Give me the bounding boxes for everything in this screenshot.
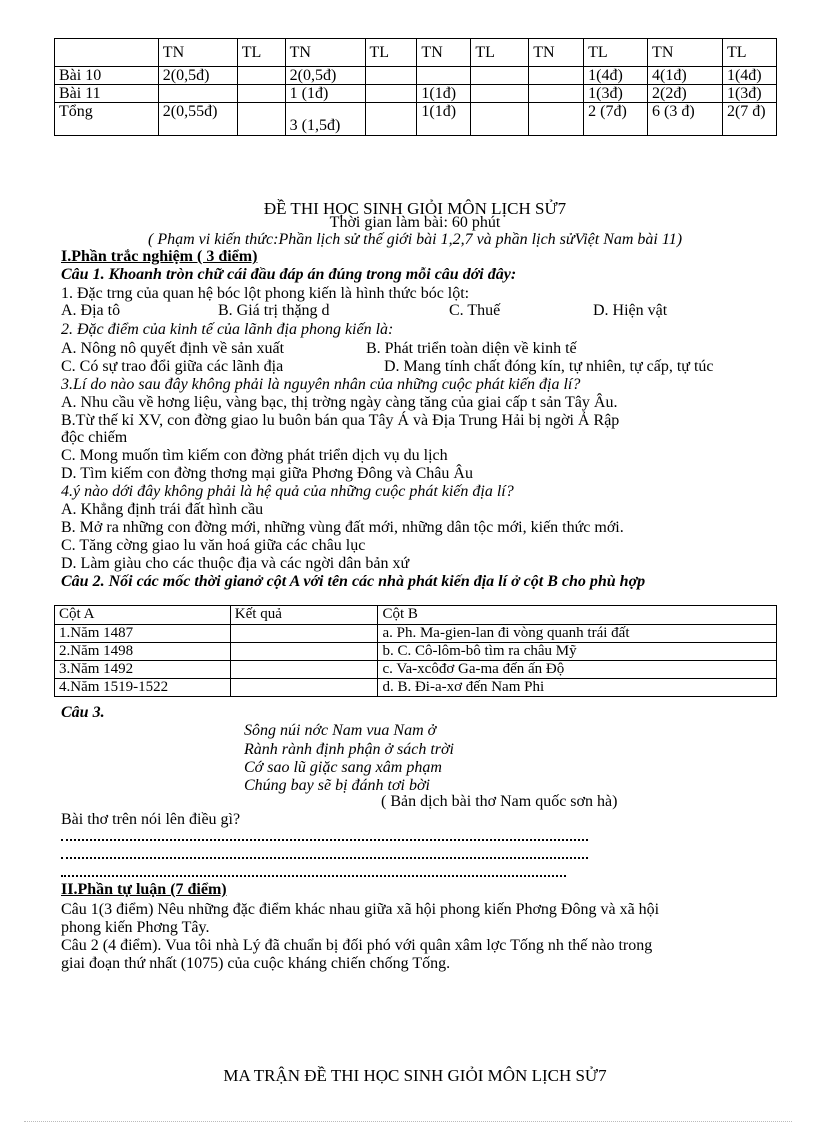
match-cell-b: a. Ph. Ma-gien-lan đi vòng quanh trái đất: [378, 625, 777, 643]
page-bottom-divider: [24, 1121, 792, 1122]
matrix-row: [55, 85, 777, 103]
matrix-cell: 1(4đ): [722, 67, 776, 85]
essay-q1-cont: phong kiến Phơng Tây.: [61, 919, 210, 936]
match-cell-b: c. Va-xcôđơ Ga-ma đến ấn Độ: [378, 661, 777, 679]
matrix-cell: 3 (1,5đ): [285, 103, 365, 136]
essay-q2: Câu 2 (4 điểm). Vua tôi nhà Lý đã chuẩn bị đối phó với quân xâm lợc Tống nh thế nào trong: [61, 937, 653, 954]
part2-heading: II.Phần tự luận (7 điểm): [61, 881, 227, 898]
q3-prompt: Bài thơ trên nói lên điều gì?: [61, 811, 241, 828]
match-cell-result: [230, 625, 378, 643]
q1-1-option-d: D. Hiện vật: [593, 302, 668, 319]
q1-2-option-d: D. Mang tính chất đóng kín, tự nhiên, tự cấp, tự túc: [384, 358, 714, 375]
matrix-cell: [237, 67, 285, 85]
match-header-row: [55, 606, 777, 625]
match-cell-result: [230, 679, 378, 697]
q1-3-option-b: B.Từ thế kỉ XV, con đờng giao lu buôn bán qua Tây Á và Địa Trung Hải bị ngời Ả Rập: [61, 412, 620, 429]
q1-4-option-a: A. Khẳng định trái đất hình cầu: [61, 501, 264, 518]
matrix-cell: 1(3đ): [722, 85, 776, 103]
matrix-total-row: [55, 103, 777, 136]
q1-3-option-d: D. Tìm kiếm con đờng thơng mại giữa Phơng Đông và Châu Âu: [61, 465, 473, 482]
answer-line[interactable]: [61, 857, 588, 859]
match-header-cell: Cột B: [378, 606, 777, 625]
poem-line: Sông núi nớc Nam vua Nam ở: [244, 722, 437, 739]
matrix-cell: [529, 85, 584, 103]
match-cell-result: [230, 661, 378, 679]
match-row: [55, 643, 777, 661]
matrix-cell: [365, 67, 417, 85]
matrix-header-cell: [55, 39, 159, 67]
match-cell-b: d. B. Đi-a-xơ đến Nam Phi: [378, 679, 777, 697]
exam-title: ĐỀ THI HỌC SINH GIỎI MÔN LỊCH SỬ7: [263, 199, 567, 218]
exam-scope: ( Phạm vi kiến thức:Phần lịch sử thế giới bài 1,2,7 và phần lịch sửViệt Nam bài 11): [147, 231, 683, 248]
q3-heading: Câu 3.: [61, 704, 105, 721]
match-cell-b: b. C. Cô-lôm-bô tìm ra châu Mỹ: [378, 643, 777, 661]
q1-1-option-b: B. Giá trị thặng d: [218, 302, 330, 319]
match-row: [55, 679, 777, 697]
matrix-cell: [365, 103, 417, 136]
matrix-cell: 1(1đ): [417, 103, 471, 136]
q1-4-option-d: D. Làm giàu cho các thuộc địa và các ngời dân bản xứ: [61, 555, 410, 572]
matrix-cell: [237, 103, 285, 136]
poem-line: Rành rành định phận ở sách trời: [244, 741, 454, 758]
match-cell-a: 2.Năm 1498: [55, 643, 231, 661]
match-cell-a: 3.Năm 1492: [55, 661, 231, 679]
matrix-cell: Bài 10: [55, 67, 159, 85]
match-header-cell: Kết quả: [230, 606, 378, 625]
matrix-cell: 4(1đ): [648, 67, 723, 85]
matrix-cell: 6 (3 đ): [648, 103, 723, 136]
matrix-cell: 2(2đ): [648, 85, 723, 103]
matrix-cell: [417, 67, 471, 85]
essay-q1: Câu 1(3 điểm) Nêu những đặc điểm khác nhau giữa xã hội phong kiến Phơng Đông và xã hội: [61, 901, 660, 918]
q1-1-option-c: C. Thuế: [449, 302, 501, 319]
matrix-cell: 2(0,5đ): [285, 67, 365, 85]
matrix-cell: 2(0,55đ): [158, 103, 237, 136]
matrix-header-cell: TN: [529, 39, 584, 67]
q1-heading: Câu 1. Khoanh tròn chữ cái đầu đáp án đúng trong mỗi câu dới đây:: [61, 266, 517, 283]
part1-heading: I.Phần trắc nghiệm ( 3 điểm): [61, 248, 258, 265]
score-matrix-table: [54, 38, 777, 136]
q1-4-option-c: C. Tăng cờng giao lu văn hoá giữa các châu lục: [61, 537, 366, 554]
matrix-cell: 1(1đ): [417, 85, 471, 103]
matrix-header-cell: TN: [158, 39, 237, 67]
matrix-header-cell: TN: [648, 39, 723, 67]
q1-4-stem: 4.ý nào dới đây không phải là hệ quả của những cuộc phát kiến địa lí?: [61, 483, 514, 500]
matrix-cell: 2(0,5đ): [158, 67, 237, 85]
matrix-header-cell: TN: [285, 39, 365, 67]
matrix-cell: 1 (1đ): [285, 85, 365, 103]
q1-4-option-b: B. Mở ra những con đờng mới, những vùng đất mới, những dân tộc mới, kiến thức mới.: [61, 519, 624, 536]
matrix-header-cell: TL: [365, 39, 417, 67]
q1-1-option-a: A. Địa tô: [61, 302, 121, 319]
q2-heading: Câu 2. Nối các mốc thời gianở cột A với tên các nhà phát kiến địa lí ở cột B cho phù hợp: [61, 573, 646, 590]
match-header-cell: Cột A: [55, 606, 231, 625]
match-row: [55, 661, 777, 679]
matching-table: [54, 605, 777, 697]
match-cell-a: 4.Năm 1519-1522: [55, 679, 231, 697]
answer-line[interactable]: [61, 875, 566, 877]
poem-line: Cớ sao lũ giặc sang xâm phạm: [244, 759, 442, 776]
matrix-cell: 1(4đ): [584, 67, 648, 85]
q1-3-stem: 3.Lí do nào sau đây không phải là nguyên nhân của những cuộc phát kiến địa lí?: [61, 376, 581, 393]
exam-time: Thời gian làm bài: 60 phút: [329, 214, 501, 231]
matrix-cell: 1(3đ): [584, 85, 648, 103]
q1-3-option-c: C. Mong muốn tìm kiếm con đờng phát triển dịch vụ du lịch: [61, 447, 448, 464]
answer-line[interactable]: [61, 839, 588, 841]
matrix-cell: [365, 85, 417, 103]
matrix-cell: [158, 85, 237, 103]
matrix-header-cell: TL: [237, 39, 285, 67]
matrix-cell: [471, 67, 529, 85]
q1-2-stem: 2. Đặc điểm của kinh tế của lãnh địa phong kiến là:: [61, 321, 394, 338]
poem-line: Chúng bay sẽ bị đánh tơi bời: [244, 777, 430, 794]
match-cell-a: 1.Năm 1487: [55, 625, 231, 643]
matrix-cell: 2 (7đ): [584, 103, 648, 136]
essay-q2-cont: giai đoạn thứ nhất (1075) của cuộc kháng chiến chống Tống.: [61, 955, 451, 972]
matrix-cell: [471, 85, 529, 103]
matrix-cell: [237, 85, 285, 103]
q1-3-option-a: A. Nhu cầu về hơng liệu, vàng bạc, thị trờng ngày càng tăng của giai cấp t sản Tây Âu.: [61, 394, 618, 411]
q1-3-option-b-cont: độc chiếm: [61, 429, 128, 446]
matrix-header-row: [55, 39, 777, 67]
match-row: [55, 625, 777, 643]
matrix-row: [55, 67, 777, 85]
matrix-header-cell: TL: [584, 39, 648, 67]
matrix-cell: [529, 67, 584, 85]
matrix-cell: [529, 103, 584, 136]
q1-1-stem: 1. Đặc trng của quan hệ bóc lột phong kiến là hình thức bóc lột:: [61, 285, 470, 302]
poem-source: ( Bản dịch bài thơ Nam quốc sơn hà): [381, 793, 618, 810]
q1-2-option-a: A. Nông nô quyết định về sản xuất: [61, 340, 285, 357]
match-cell-result: [230, 643, 378, 661]
matrix-cell: Bài 11: [55, 85, 159, 103]
matrix-cell: Tổng: [55, 103, 159, 136]
q1-2-option-c: C. Có sự trao đổi giữa các lãnh địa: [61, 358, 284, 375]
matrix-title: MA TRẬN ĐỀ THI HỌC SINH GIỎI MÔN LỊCH SỬ7: [223, 1066, 607, 1085]
matrix-cell: [471, 103, 529, 136]
matrix-header-cell: TL: [471, 39, 529, 67]
matrix-header-cell: TL: [722, 39, 776, 67]
matrix-header-cell: TN: [417, 39, 471, 67]
matrix-cell: 2(7 đ): [722, 103, 776, 136]
q1-2-option-b: B. Phát triển toàn diện về kinh tế: [366, 340, 577, 357]
